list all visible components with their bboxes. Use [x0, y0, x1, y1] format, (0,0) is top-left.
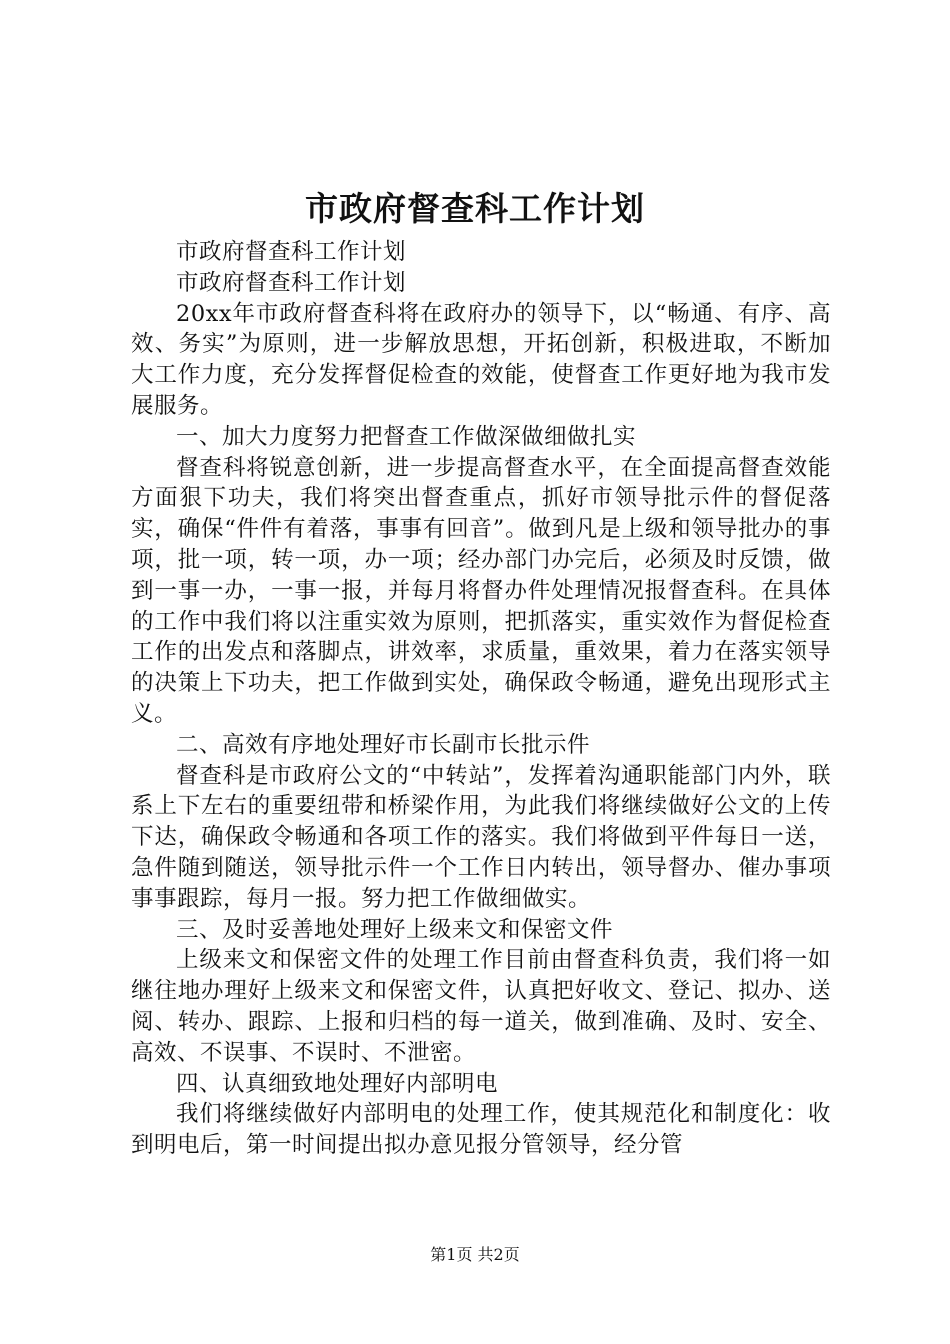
- section-heading-4: 四、认真细致地处理好内部明电: [176, 1070, 499, 1097]
- document-body: [131, 237, 831, 1161]
- subtitle-line-1: 市政府督查科工作计划: [176, 239, 407, 265]
- section-paragraph-2: 督查科是市政府公文的“中转站”，发挥着沟通职能部门内外，联系上下左右的重要纽带和桥梁作用，为此我们将继续做好公文的上传下达，确保政令畅通和各项工作的落实。我们将做到平件每日一送，急件随到随送，领导批示件一个工作日内转出，领导督办、催办事项事事跟踪，每月一报。努力把工作做细做实。: [131, 762, 831, 912]
- intro-paragraph: 20xx年市政府督查科将在政府办的领导下，以“畅通、有序、高效、务实”为原则，进一步解放思想，开拓创新，积极进取，不断加大工作力度，充分发挥督促检查的效能，使督查工作更好地为我市发展服务。: [131, 300, 831, 419]
- section-paragraph-1: 督查科将锐意创新，进一步提高督查水平，在全面提高督查效能方面狠下功夫，我们将突出督查重点，抓好市领导批示件的督促落实，确保“件件有着落，事事有回音”。做到凡是上级和领导批办的事项，批一项，转一项，办一项；经办部门办完后，必须及时反馈，做到一事一办，一事一报，并每月将督办件处理情况报督查科。在具体的工作中我们将以注重实效为原则，把抓落实，重实效作为督促检查工作的出发点和落脚点，讲效率，求质量，重效果，着力在落实领导的决策上下功夫，把工作做到实处，确保政令畅通，避免出现形式主义。: [131, 454, 831, 727]
- section-heading-2: 二、高效有序地处理好市长副市长批示件: [176, 731, 591, 758]
- section-paragraph-4: 我们将继续做好内部明电的处理工作，使其规范化和制度化：收到明电后，第一时间提出拟办意见报分管领导，经分管: [131, 1101, 831, 1159]
- page-footer: 第1页 共2页: [430, 1245, 520, 1264]
- subtitle-line-2: 市政府督查科工作计划: [176, 269, 407, 296]
- section-heading-3: 三、及时妥善地处理好上级来文和保密文件: [176, 916, 614, 943]
- document-title: 市政府督查科工作计划: [305, 189, 645, 228]
- section-paragraph-3: 上级来文和保密文件的处理工作目前由督查科负责，我们将一如继往地办理好上级来文和保密文件，认真把好收文、登记、拟办、送阅、转办、跟踪、上报和归档的每一道关，做到准确、及时、安全、高效、不误事、不误时、不泄密。: [131, 947, 831, 1066]
- section-heading-1: 一、加大力度努力把督查工作做深做细做扎实: [176, 423, 637, 450]
